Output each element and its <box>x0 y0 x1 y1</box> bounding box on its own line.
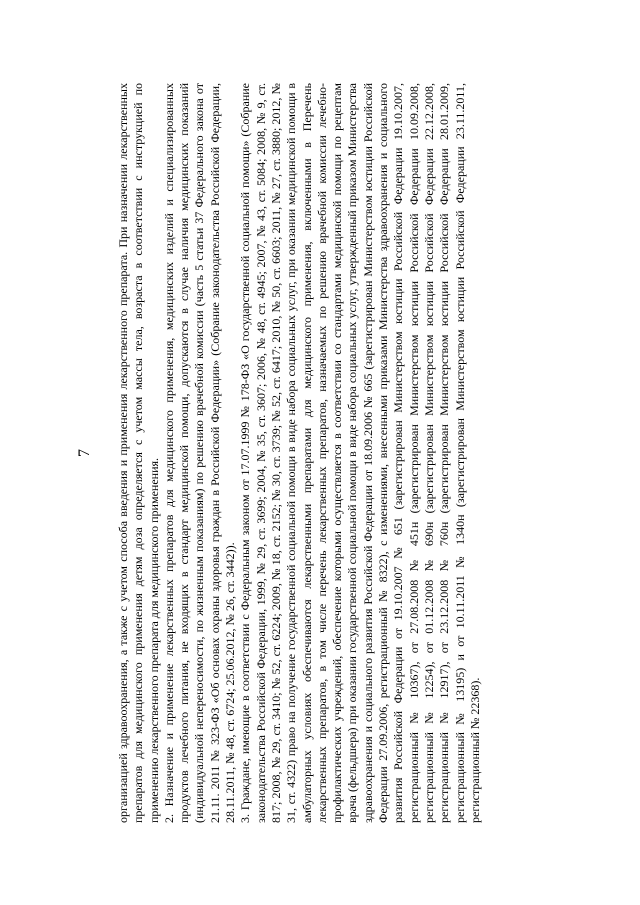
rotated-content <box>70 83 570 823</box>
page-number: 7 <box>76 448 93 457</box>
paragraph-2: 2. Назначение и применение лекарственных препаратов для медицинского применения, медицинских изделий и специализированных продуктов лечебного питания, не входящих в стандарт медицинской помощи, допускаются в случае наличия медицинских показаний (индивидуальной непереносимости, по жизненным показаниям) по решению врачебной комиссии (часть 5 статьи 37 Федерального закона от 21.11. 2011 № 323-ФЗ «Об основах охраны здоровья граждан в Российской Федерации» (Собрание законодательства Российской Федерации, 28.11.2011, № 48, ст. 6724; 25.06.2012, № 26, ст. 3442)). <box>161 82 238 823</box>
paragraph-3: 3. Граждане, имеющие в соответствии с Федеральным законом от 17.07.1999 № 178-ФЗ «О государственной социальной помощи» (Собрание законодательства Российской Федерации, 1999, № 29, ст. 3699; 2004, № 35, ст. 3607; 2006, № 48, ст. 4945; 2007, № 43, ст. 5084; 2008, № 9, ст. 817; 2008, № 29, ст. 3410; № 52, ст. 6224; 2009, № 18, ст. 2152; № 30, ст. 3739; № 52, ст. 6417; 2010, № 50, ст. 6603; 2011, № 27, ст. 3880; 2012, № 31, ст. 4322) право на получение государственной социальной помощи в виде набора социальных услуг, при оказании медицинской помощи в амбулаторных условиях обеспечиваются лекарственными препаратами для медицинского применения, включенными в Перечень лекарственных препаратов, в том числе перечень лекарственных препаратов, назначаемых по решению врачебной комиссии лечебно-профилактических учреждений, обеспечение которыми осуществляется в соответствии со стандартами медицинской помощи по рецептам врача (фельдшера) при оказании государственной социальной помощи в виде набора социальных услуг, утвержденный приказом Министерства здравоохранения и социального развития Российской Федерации от 18.09.2006 № 665 (зарегистрирован Министерством юстиции Российской Федерации 27.09.2006, регистрационный № 8322), с изменениями, внесенными приказами Министерства здравоохранения и социального развития Российской Федерации от 19.10.2007 № 651 (зарегистрирован Министерством юстиции Российской Федерации 19.10.2007, регистрационный № 10367), от 27.08.2008 № 451н (зарегистрирован Министерством юстиции Российской Федерации 10.09.2008, регистрационный № 12254), от 01.12.2008 № 690н (зарегистрирован Министерством юстиции Российской Федерации 22.12.2008, регистрационный № 12917), от 23.12.2008 № 760н (зарегистрирован Министерством юстиции Российской Федерации 28.01.2009, регистрационный № 13195) и от 10.11.2011 № 1340н (зарегистрирован Министерством юстиции Российской Федерации 23.11.2011, регистрационный № 22368). <box>238 82 482 823</box>
document-body <box>116 83 483 823</box>
paragraph-continuation: организацией здравоохранения, а также с учетом способа введения и применения лекарственного препарата. При назначении лекарственных препаратов для медицинского применения детям доза определяется с учетом массы тела, возраста в соответствии с инструкцией по применению лекарственного препарата для медицинского применения. <box>116 82 161 823</box>
